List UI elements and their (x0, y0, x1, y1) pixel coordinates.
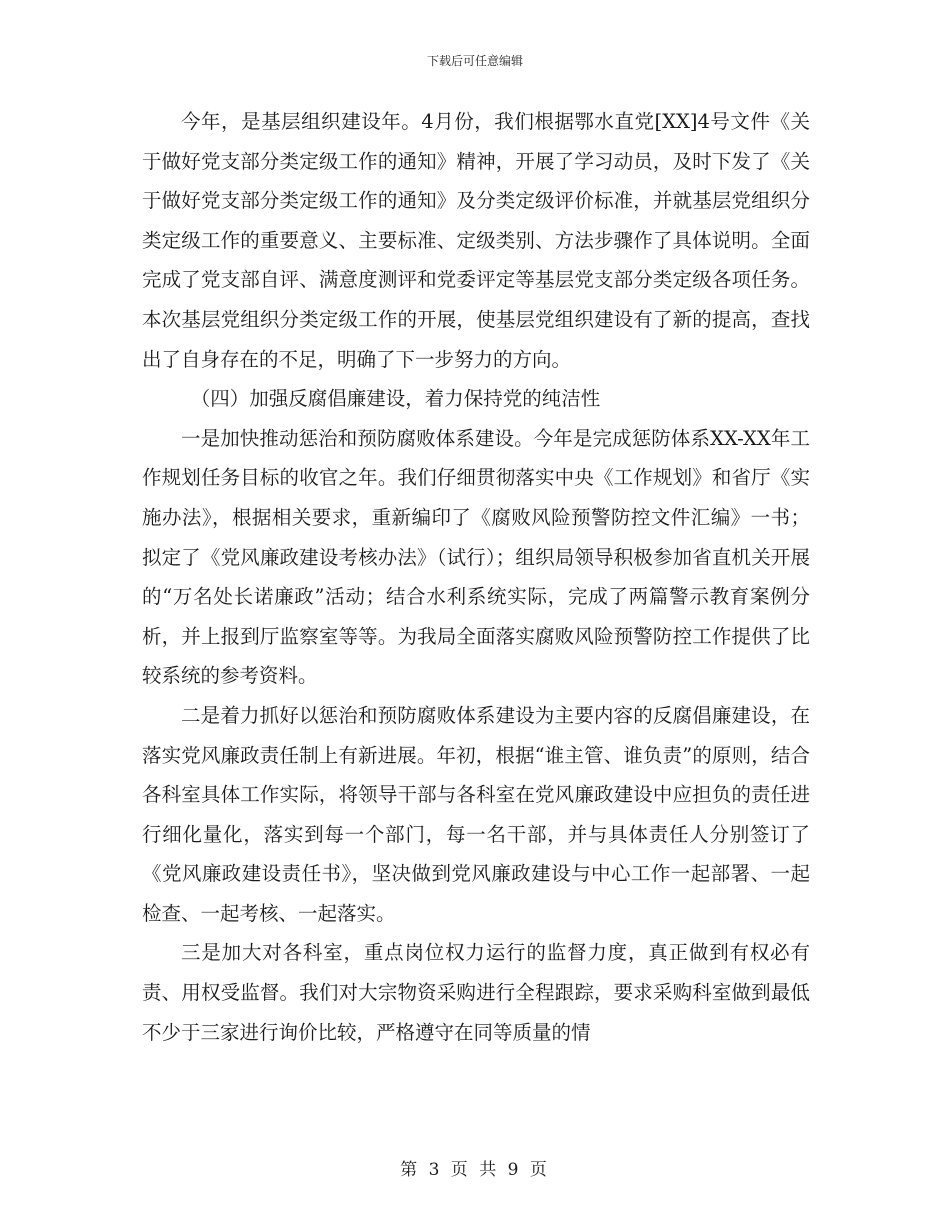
document-body (142, 102, 810, 1052)
paragraph-point-three: 三是加大对各科室，重点岗位权力运行的监督力度，真正做到有权必有责、用权受监督。我们对大宗物资采购进行全程跟踪，要求采购科室做到最低不少于三家进行询价比较，严格遵守在同等质量的情 (142, 941, 810, 1044)
page-header: 下载后可任意编辑 (426, 54, 523, 68)
paragraph-point-one: 一是加快推动惩治和预防腐败体系建设。今年是完成惩防体系XX-XX年工作规划任务目标的收官之年。我们仔细贯彻落实中央《工作规划》和省厅《实施办法》，根据相关要求，重新编印了《腐败风险预警防控文件汇编》一书；拟定了《党风廉政建设考核办法》（试行）；组织局领导积极参加省直机关开展的“万名处长诺廉政”活动；结合水利系统实际，完成了两篇警示教育案例分析，并上报到厅监察室等等。为我局全面落实腐败风险预警防控工作提供了比较系统的参考资料。 (142, 426, 810, 688)
paragraph-organization-building: 今年，是基层组织建设年。4月份，我们根据鄂水直党[XX]4号文件《关于做好党支部分类定级工作的通知》精神，开展了学习动员，及时下发了《关于做好党支部分类定级工作的通知》及分类定级评价标准，并就基层党组织分类定级工作的重要意义、主要标准、定级类别、方法步骤作了具体说明。全面完成了党支部自评、满意度测评和党委评定等基层党支部分类定级各项任务。本次基层党组织分类定级工作的开展，使基层党组织建设有了新的提高，查找出了自身存在的不足，明确了下一步努力的方向。 (142, 110, 810, 371)
paragraph-point-two: 二是着力抓好以惩治和预防腐败体系建设为主要内容的反腐倡廉建设，在落实党风廉政责任制上有新进展。年初，根据“谁主管、谁负责”的原则，结合各科室具体工作实际，将领导干部与各科室在党风廉政建设中应担负的责任进行细化量化，落实到每一个部门，每一名干部，并与具体责任人分别签订了《党风廉政建设责任书》，坚决做到党风廉政建设与中心工作一起部署、一起检查、一起考核、一起落实。 (142, 703, 810, 925)
section-heading-anti-corruption: （四）加强反腐倡廉建设，着力保持党的纯洁性 (190, 387, 601, 411)
page-footer: 第 3 页 共 9 页 (400, 1160, 550, 1180)
